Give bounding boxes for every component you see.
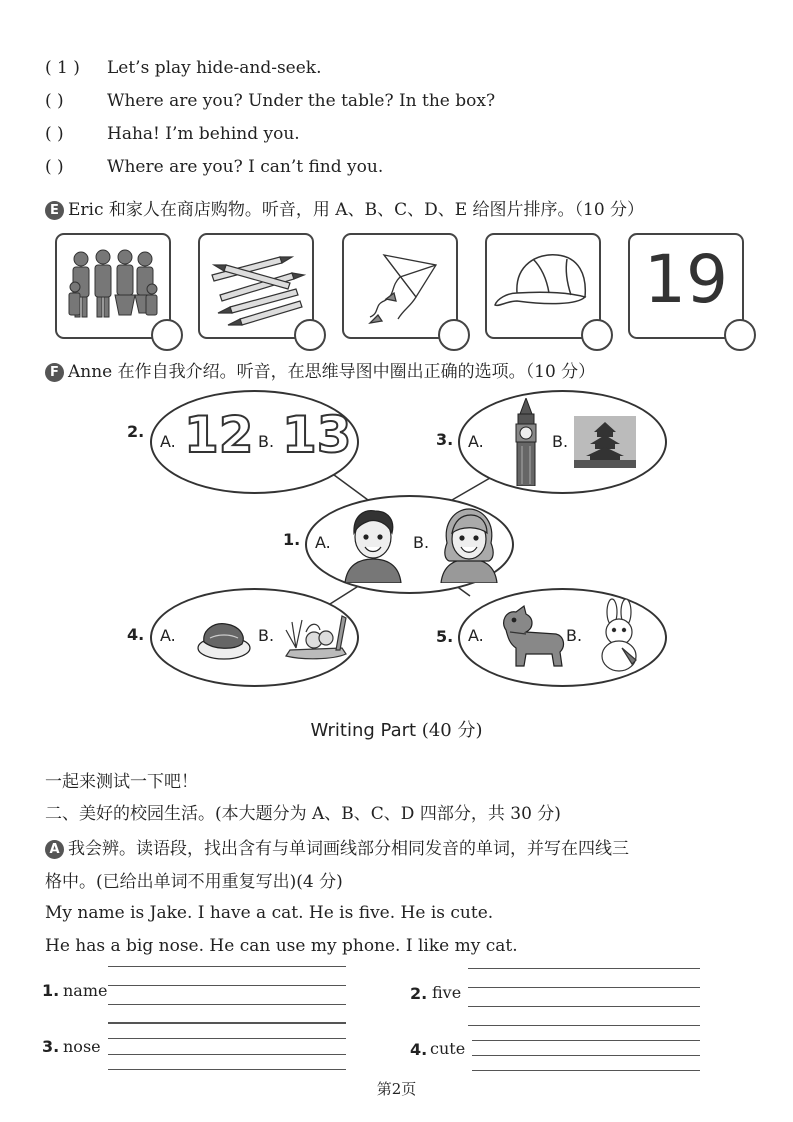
q3-ellipse [458, 390, 667, 494]
rabbit-icon [592, 598, 648, 674]
word-item-1-word: name [63, 981, 108, 1000]
q3-number: 3. [436, 430, 454, 449]
girl-icon [437, 503, 501, 583]
four-line-grid-3[interactable] [108, 1022, 346, 1070]
section-e-text: Eric 和家人在商店购物。听音，用 A、B、C、D、E 给图片排序。（10 分） [68, 200, 645, 220]
q4-number: 4. [127, 625, 145, 644]
part2-a-line2: 格中。(已给出单词不用重复写出)(4 分) [45, 872, 343, 892]
q1-ellipse [305, 495, 514, 594]
writing-title-text: Writing Part [310, 720, 417, 741]
q5-option-b[interactable]: B. [566, 626, 583, 645]
word-item-4-number: 4. [410, 1040, 428, 1059]
steak-icon [196, 612, 252, 662]
q2-option-a[interactable]: A. [160, 432, 176, 451]
writing-score: (40 分) [421, 720, 483, 741]
page-number: 第2页 [376, 1080, 417, 1098]
q1-option-a[interactable]: A. [315, 533, 331, 552]
boy-icon [341, 503, 405, 583]
four-line-grid-4[interactable] [472, 1025, 700, 1071]
q2-option-b[interactable]: B. [258, 432, 275, 451]
part2-a-heading [45, 834, 629, 859]
q4-option-b[interactable]: B. [258, 626, 275, 645]
section-f-text: Anne 在作自我介绍。听音，在思维导图中圈出正确的选项。（10 分） [68, 362, 596, 382]
q4-ellipse [150, 588, 359, 687]
dialogue-text: Haha! I’m behind you. [107, 124, 300, 144]
section-badge: A [45, 840, 64, 859]
passage-line-1: My name is Jake. I have a cat. He is five. He is cute. [45, 903, 494, 923]
section-badge: E [45, 201, 64, 220]
passage-line-2: He has a big nose. He can use my phone. I like my cat. [45, 936, 518, 956]
dialogue-text: Let’s play hide-and-seek. [107, 58, 322, 78]
q5-option-a[interactable]: A. [468, 626, 484, 645]
q4-option-a[interactable]: A. [160, 626, 176, 645]
temple-of-heaven-icon [574, 416, 636, 468]
four-line-grid-2[interactable] [468, 968, 700, 1026]
answer-paren[interactable]: ( 1 ) [45, 58, 80, 78]
part2-a-line1: 我会辨。读语段，找出含有与单词画线部分相同发音的单词，并写在四线三 [68, 839, 629, 859]
number-card-text: 19 [644, 241, 728, 318]
q3-option-a[interactable]: A. [468, 432, 484, 451]
answer-paren[interactable]: ( ) [45, 157, 64, 177]
word-item-1-number: 1. [42, 981, 60, 1000]
word-item-4-word: cute [430, 1039, 466, 1058]
part2-intro: 一起来测试一下吧！ [45, 772, 198, 792]
answer-paren[interactable]: ( ) [45, 124, 64, 144]
q2-number: 2. [127, 422, 145, 441]
big-ben-icon [508, 398, 544, 486]
q1-option-b[interactable]: B. [413, 533, 430, 552]
writing-part-title [0, 716, 793, 742]
q5-number: 5. [436, 627, 454, 646]
answer-paren[interactable]: ( ) [45, 91, 64, 111]
dialogue-text: Where are you? Under the table? In the box? [107, 91, 496, 111]
dog-icon [496, 600, 568, 670]
word-item-3-word: nose [63, 1037, 101, 1056]
dialogue-text: Where are you? I can’t find you. [107, 157, 384, 177]
q1-number: 1. [283, 530, 301, 549]
q2-option-a-number: 12 [184, 406, 254, 464]
part2-heading: 二、美好的校园生活。(本大题分为 A、B、C、D 四部分，共 30 分) [45, 804, 561, 824]
word-item-2-word: five [432, 983, 462, 1002]
q2-ellipse [150, 390, 359, 494]
section-badge: F [45, 363, 64, 382]
vegetables-icon [282, 608, 350, 664]
word-item-3-number: 3. [42, 1037, 60, 1056]
q5-ellipse [458, 588, 667, 687]
q3-option-b[interactable]: B. [552, 432, 569, 451]
q2-option-b-number: 13 [282, 406, 352, 464]
four-line-grid-1[interactable] [108, 966, 346, 1024]
word-item-2-number: 2. [410, 984, 428, 1003]
